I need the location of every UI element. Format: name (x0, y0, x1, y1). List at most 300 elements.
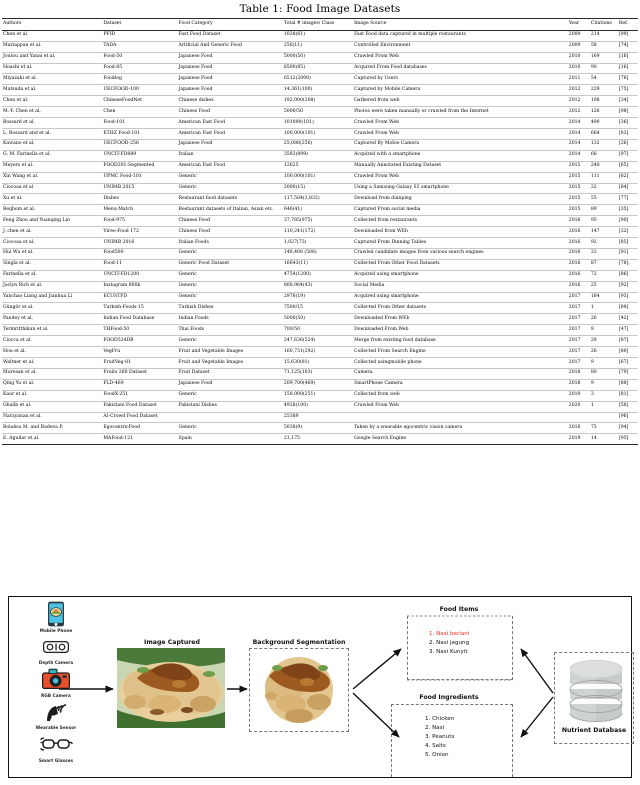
cell-year: 2019 (568, 434, 590, 445)
cell-total: 2978(19) (283, 292, 353, 303)
cell-source: Google Search Engine (353, 434, 568, 445)
cell-year: 2015 (568, 183, 590, 194)
cell-authors: Bolaños M. and Radeva P. (2, 423, 102, 434)
table-row (2, 401, 638, 412)
cell-dataset: Food-975 (102, 216, 177, 227)
food-ingredient: 1. Chicken (425, 716, 455, 722)
food-items-title: Food Items (439, 606, 479, 613)
cell-citations: 33 (590, 248, 618, 259)
food-item: 2. Nasi jagung (429, 640, 470, 647)
cell-year: 2016 (568, 227, 590, 238)
table-row (2, 314, 638, 325)
cell-dataset: FruitVeg-81 (102, 358, 177, 369)
cell-year: 2014 (568, 150, 590, 161)
cell-source: Fast Food data captured in multiple restaurants (353, 30, 568, 41)
cell-ref: [86] (618, 270, 638, 281)
cell-source: Collected From Other Food Datasets (353, 259, 568, 270)
cell-dataset: Food-11 (102, 259, 177, 270)
cell-dataset: FLD-469 (102, 379, 177, 390)
cell-authors: Hoashi et al. (2, 63, 102, 74)
table-row (2, 292, 638, 303)
cell-year (568, 412, 590, 423)
cell-category: Japanese Food (178, 85, 283, 96)
cell-source: Acquired with a smartphone (353, 150, 568, 161)
table-row (2, 270, 638, 281)
table-row (2, 139, 638, 150)
cell-authors: Farinella et al. (2, 270, 102, 281)
cell-authors: Ciocoaa et al (2, 183, 102, 194)
cell-source: Social Media (353, 281, 568, 292)
cell-year: 2017 (568, 358, 590, 369)
cell-ref: [34] (618, 96, 638, 107)
cell-category (178, 412, 283, 423)
food-ingredient: 4. Salts (425, 743, 446, 750)
cell-source: Crawled candidate images from various search engines (353, 248, 568, 259)
table-caption: Table 1: Food Image Datasets (239, 3, 401, 15)
cell-year: 2010 (568, 63, 590, 74)
cell-dataset: ChineseFoodNet (102, 96, 177, 107)
cell-ref: [85] (618, 238, 638, 249)
cell-source: Downloaded From WEb (353, 314, 568, 325)
cell-category: Generic (178, 270, 283, 281)
cell-authors: Hui Wu et al. (2, 248, 102, 259)
cell-citations: 32 (590, 183, 618, 194)
cell-authors: Termritthikun et al. (2, 325, 102, 336)
cell-citations: 75 (590, 423, 618, 434)
cell-year: 2012 (568, 85, 590, 96)
table-row (2, 30, 638, 41)
cell-dataset: Vireo-Food 172 (102, 227, 177, 238)
table-row (2, 194, 638, 205)
cell-authors: Chen et al. (2, 96, 102, 107)
table-row (2, 434, 638, 445)
cell-total: 6512(2000) (283, 74, 353, 85)
device-item-1 (19, 634, 93, 666)
depth-camera-icon (19, 634, 93, 660)
table-row (2, 118, 638, 129)
cell-total: 646(41) (283, 205, 353, 216)
cell-authors: Beijbom et al. (2, 205, 102, 216)
cell-citations: 55 (590, 194, 618, 205)
cell-authors: Matsuda et al. (2, 85, 102, 96)
cell-total: 117,504(3,832) (283, 194, 353, 205)
table-row (2, 41, 638, 52)
table-row (2, 85, 638, 96)
cell-citations: 66 (590, 150, 618, 161)
cell-total: 160,731(292) (283, 347, 353, 358)
cell-ref: [79] (618, 368, 638, 379)
food-items-list (429, 630, 529, 657)
cell-authors: Hou et al. (2, 347, 102, 358)
cell-total: 192,000(208) (283, 96, 353, 107)
cell-year: 2016 (568, 423, 590, 434)
table-row (2, 161, 638, 172)
cell-dataset: Food500 (102, 248, 177, 259)
device-item-4 (19, 731, 93, 763)
food-ingredient: 5. Onion (425, 752, 449, 759)
device-label: RGB Camera (41, 692, 71, 698)
table-row (2, 390, 638, 401)
cell-total: 4754(1200) (283, 270, 353, 281)
cell-authors: Singla et al. (2, 259, 102, 270)
cell-category: Japanese Food (178, 63, 283, 74)
cell-authors: Kawano et al. (2, 139, 102, 150)
cell-source: Crawled From Web (353, 52, 568, 63)
cell-citations: 87 (590, 259, 618, 270)
cell-category: Italian (178, 150, 283, 161)
cell-year: 2012 (568, 107, 590, 118)
cell-ref: [77] (618, 194, 638, 205)
cell-dataset: Instagram 800k (102, 281, 177, 292)
cell-dataset: Food-101 (102, 118, 177, 129)
cell-category: Pakistani Dishes (178, 401, 283, 412)
cell-total: 209,700(469) (283, 379, 353, 390)
cell-category: American Fast Food (178, 161, 283, 172)
cell-ref: [96] (618, 412, 638, 423)
cell-citations: 111 (590, 172, 618, 183)
cell-ref: [88] (618, 379, 638, 390)
cell-year: 2017 (568, 347, 590, 358)
cell-total: 100,000(101) (283, 172, 353, 183)
cell-category: Generic (178, 292, 283, 303)
cell-ref: [97] (618, 150, 638, 161)
cell-dataset: EgocentricFood (102, 423, 177, 434)
cell-citations: 54 (590, 74, 618, 85)
cell-source: Taken by a wearable egocentric vision camera (353, 423, 568, 434)
cell-year: 2014 (568, 139, 590, 150)
background-segmentation-title: Background Segmentation (252, 639, 346, 646)
cell-source: Downloaded from WEb (353, 227, 568, 238)
cell-ref: [90] (618, 216, 638, 227)
cell-authors: Meyers et al. (2, 161, 102, 172)
cell-authors: Xin Wang et al. (2, 172, 102, 183)
cell-year: 2009 (568, 30, 590, 41)
captured-food-photo (117, 648, 225, 728)
cell-citations: 1 (590, 401, 618, 412)
cell-dataset: Pakistani Food Dataset (102, 401, 177, 412)
cell-total: 700/50 (283, 325, 353, 336)
cell-total: 808,964(43) (283, 281, 353, 292)
cell-source: Captured From social media (353, 205, 568, 216)
cell-dataset: ETHZ Food-101 (102, 128, 177, 139)
cell-dataset: UECFOOD-100 (102, 85, 177, 96)
cell-dataset: FOOD524DB (102, 336, 177, 347)
table-row (2, 216, 638, 227)
cell-dataset: Dishes (102, 194, 177, 205)
food-recognition-pipeline-diagram (8, 596, 632, 778)
cell-source: Collected From Other datasets (353, 303, 568, 314)
column-header-total: Total # images/ Class (283, 19, 353, 31)
table-row (2, 248, 638, 259)
cell-total: 16643(11) (283, 259, 353, 270)
cell-ref: [26] (618, 139, 638, 150)
cell-category: Generic (178, 248, 283, 259)
cell-citations: 26 (590, 347, 618, 358)
table-row (2, 259, 638, 270)
cell-ref: [76] (618, 74, 638, 85)
cell-category: Italian Foods (178, 238, 283, 249)
cell-category: Fruit Dataset (178, 368, 283, 379)
cell-category: Artificial And Generic Food (178, 41, 283, 52)
cell-dataset: Turkish-Foods-15 (102, 303, 177, 314)
table-row (2, 379, 638, 390)
cell-ref: [80] (618, 347, 638, 358)
cell-ref: [91] (618, 248, 638, 259)
cell-year: 2016 (568, 270, 590, 281)
cell-total: 100,000(101) (283, 128, 353, 139)
cell-year: 2018 (568, 379, 590, 390)
cell-authors: M.-Y. Chen et al. (2, 107, 102, 118)
cell-source: Downloaded From Web (353, 325, 568, 336)
cell-ref: [16] (618, 63, 638, 74)
cell-authors: Joutou and Yanai et al. (2, 52, 102, 63)
cell-total: 1,027(73) (283, 238, 353, 249)
cell-category: Spain (178, 434, 283, 445)
cell-dataset: MAFood-121 (102, 434, 177, 445)
table-row (2, 205, 638, 216)
cell-dataset: Chen (102, 107, 177, 118)
table-header (2, 19, 638, 31)
cell-ref: [94] (618, 423, 638, 434)
cell-category: Japanese Food (178, 74, 283, 85)
cell-dataset: VegFru (102, 347, 177, 358)
cell-dataset: FoodX-251 (102, 390, 177, 401)
cell-source: Collected from web (353, 390, 568, 401)
cell-ref: [75] (618, 85, 638, 96)
cell-ref: [74] (618, 41, 638, 52)
table-row (2, 238, 638, 249)
table-row (2, 336, 638, 347)
cell-total: 3583(899) (283, 150, 353, 161)
cell-ref: [32] (618, 227, 638, 238)
cell-citations: 490 (590, 118, 618, 129)
cell-dataset: PFID (102, 30, 177, 41)
cell-category: Fruit and Vegetable Images (178, 347, 283, 358)
column-header-citations: Citations (590, 19, 618, 31)
food-item: 1. Nasi beriani (429, 631, 470, 637)
device-item-0 (19, 601, 93, 633)
table-row (2, 63, 638, 74)
cell-category: Japanese Food (178, 139, 283, 150)
cell-authors: Feng Zhou and Yuanqing Lin (2, 216, 102, 227)
cell-category: Chinese Food (178, 216, 283, 227)
food-ingredients-list (425, 715, 525, 760)
cell-category: Generic (178, 336, 283, 347)
cell-source (353, 412, 568, 423)
cell-source: Crawled From Web (353, 172, 568, 183)
cell-citations: 164 (590, 292, 618, 303)
cell-total: 8500(85) (283, 63, 353, 74)
cell-citations: 169 (590, 52, 618, 63)
cell-source: Collected From Search Engine (353, 347, 568, 358)
cell-authors: Bossard et al. (2, 118, 102, 129)
cell-ref: [93] (618, 292, 638, 303)
cell-year: 2016 (568, 238, 590, 249)
cell-total: 148,408 (508) (283, 248, 353, 259)
cell-category: Restaurant datasets of Italian, Asian etc. (178, 205, 283, 216)
cell-citations: 229 (590, 85, 618, 96)
cell-year: 2010 (568, 52, 590, 63)
cell-source: Acquired From Food databases (353, 63, 568, 74)
cell-ref: [65] (618, 161, 638, 172)
cell-citations: 9 (590, 325, 618, 336)
table-row (2, 227, 638, 238)
column-header-category: Food Category (178, 19, 283, 31)
cell-category: American Fast Food (178, 118, 283, 129)
cell-year: 2017 (568, 303, 590, 314)
cell-citations: 132 (590, 139, 618, 150)
cell-category: Indian Foods (178, 314, 283, 325)
cell-category: American Fast Food (178, 128, 283, 139)
cell-authors: Güngör et al. (2, 303, 102, 314)
cell-dataset: UNIMB 2016 (102, 238, 177, 249)
cell-citations: 9 (590, 379, 618, 390)
cell-total: 158,000(251) (283, 390, 353, 401)
cell-total: 5000/50 (283, 107, 353, 118)
cell-dataset: UNCIT-FD1200 (102, 270, 177, 281)
table-row (2, 303, 638, 314)
cell-citations: 89 (590, 205, 618, 216)
cell-citations: 90 (590, 63, 618, 74)
cell-authors: Ciocca et al. (2, 336, 102, 347)
cell-total: 101000(101) (283, 118, 353, 129)
cell-category: Generic (178, 390, 283, 401)
cell-source: Crawled From Web (353, 128, 568, 139)
cell-total: 110,241(172) (283, 227, 353, 238)
device-item-2 (19, 666, 93, 698)
cell-source: Crawled From Web (353, 401, 568, 412)
cell-total: 5038(9) (283, 423, 353, 434)
cell-ref: [35] (618, 205, 638, 216)
cell-year: 2016 (568, 216, 590, 227)
cell-total: 14,361(100) (283, 85, 353, 96)
cell-category: Chinese Food (178, 107, 283, 118)
table-header-row (2, 19, 638, 31)
cell-dataset: FOOD201-Segmented (102, 161, 177, 172)
cell-authors: E. Aguilar et al. (2, 434, 102, 445)
cell-category: Generic (178, 183, 283, 194)
cell-dataset: Foodlog (102, 74, 177, 85)
table-row (2, 347, 638, 358)
cell-total: 71,125(103) (283, 368, 353, 379)
cell-total: 5000(50) (283, 314, 353, 325)
cell-year: 2017 (568, 292, 590, 303)
cell-authors: Narayanan et al. (2, 412, 102, 423)
cell-ref: [95] (618, 434, 638, 445)
cell-source: Collected usingmobile phone (353, 358, 568, 369)
cell-category: Japanese Food (178, 52, 283, 63)
cell-dataset: TADA (102, 41, 177, 52)
cell-year: 2012 (568, 96, 590, 107)
image-captured-title: Image Captured (144, 639, 200, 646)
cell-ref: [42] (618, 314, 638, 325)
cell-dataset: AI-Crowd Food Dataset (102, 412, 177, 423)
cell-authors: J. chen et al. (2, 227, 102, 238)
segmented-food-photo (253, 650, 345, 730)
cell-ref: [78]. (618, 259, 638, 270)
cell-source: Captured by Mobile Camera (353, 85, 568, 96)
cell-citations: 147 (590, 227, 618, 238)
cell-ref: [84] (618, 183, 638, 194)
cell-ref: [89] (618, 303, 638, 314)
cell-citations: 214 (590, 30, 618, 41)
table-row (2, 325, 638, 336)
cell-category: Generic (178, 423, 283, 434)
cell-dataset: THFood-50 (102, 325, 177, 336)
cell-source: Crawled From Web (353, 118, 568, 129)
cell-source: SmartPhone Camera (353, 379, 568, 390)
column-header-dataset: Dataset (102, 19, 177, 31)
table-row (2, 358, 638, 369)
column-header-year: Year (568, 19, 590, 31)
database-cylinder-art (569, 660, 623, 722)
cell-category: Fast Food Dataset (178, 30, 283, 41)
table-row (2, 281, 638, 292)
cell-ref: [16] (618, 52, 638, 63)
cell-citations: 108 (590, 96, 618, 107)
cell-category: Generic Food Dataset (178, 259, 283, 270)
cell-category: Restaurant food datasets (178, 194, 283, 205)
cell-category: Japanese Food (178, 379, 283, 390)
cell-ref: [67] (618, 358, 638, 369)
cell-source: Acquired using smartphone (353, 292, 568, 303)
column-header-ref: Ref. (618, 19, 638, 31)
cell-year: 2009 (568, 41, 590, 52)
cell-source: Using a Samsung Galaxy S3 smartphone (353, 183, 568, 194)
cell-ref: [36] (618, 118, 638, 129)
column-header-authors: Authors (2, 19, 102, 31)
cell-year: 2015 (568, 161, 590, 172)
cell-dataset: Food-50 (102, 52, 177, 63)
food-ingredients-title: Food Ingredients (419, 694, 479, 701)
cell-dataset: UNIMB 2015 (102, 183, 177, 194)
cell-ref: [58] (618, 401, 638, 412)
cell-authors: Miyazaki et al. (2, 74, 102, 85)
cell-authors: G. M. Farinella et al. (2, 150, 102, 161)
cell-total: 2000(15) (283, 183, 353, 194)
cell-category: Turkish Dishes (178, 303, 283, 314)
device-label: Smart Glasses (38, 757, 74, 763)
smart-glasses-icon (19, 731, 93, 757)
cell-authors: Chen et al. (2, 30, 102, 41)
captured-food-photo-art (117, 648, 225, 728)
cell-authors: Ciocoaa et al. (2, 238, 102, 249)
cell-authors: Mariappan et al. (2, 41, 102, 52)
cell-ref: [99] (618, 30, 638, 41)
cell-citations: 9 (590, 358, 618, 369)
cell-citations: 29 (590, 336, 618, 347)
cell-citations: 92 (590, 238, 618, 249)
cell-dataset: ECUSTFD (102, 292, 177, 303)
cell-authors: Ghalib et al. (2, 401, 102, 412)
cell-source: Manually Annotated Existing Dataset (353, 161, 568, 172)
cell-total: 4928(100) (283, 401, 353, 412)
food-item: 3. Nasi Kunyit (429, 649, 468, 656)
device-label: Depth Camera (38, 660, 74, 665)
cell-total: 15,630(81) (283, 358, 353, 369)
food-ingredient: 3. Peanuts (425, 734, 455, 741)
table-row (2, 183, 638, 194)
cell-total: 5000(50) (283, 52, 353, 63)
cell-dataset: Food-85 (102, 63, 177, 74)
table-row (2, 423, 638, 434)
cell-source: Download from dianping (353, 194, 568, 205)
cell-category: Chinese dishes. (178, 96, 283, 107)
cell-category: Thai Foods (178, 325, 283, 336)
cell-year: 2015 (568, 194, 590, 205)
cell-authors: Jaclyn Rich et al. (2, 281, 102, 292)
cell-category: Generic (178, 172, 283, 183)
